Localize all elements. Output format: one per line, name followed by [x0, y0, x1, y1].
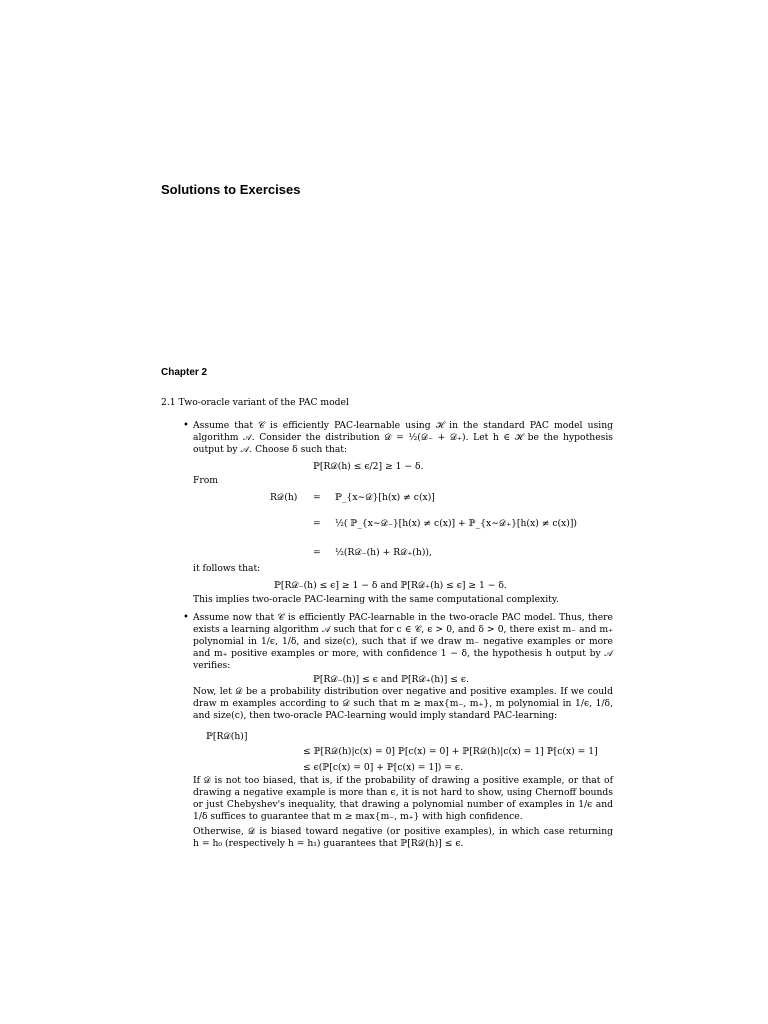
- paragraph-line: polynomial in 1/ϵ, 1/δ, and size(c), such that if we draw m₋ negative examples or more: [193, 636, 613, 647]
- equation: ℙ[R𝒟₋(h) ≤ ϵ] ≥ 1 − δ and ℙ[R𝒟₊(h) ≤ ϵ] ≥ 1 − δ.: [274, 580, 507, 591]
- equation-rhs: ≤ ℙ[R𝒟(h)|c(x) = 0] ℙ[c(x) = 0] + ℙ[R𝒟(h)|c(x) = 1] ℙ[c(x) = 1]: [303, 746, 598, 757]
- paragraph-line: it follows that:: [193, 563, 261, 574]
- paragraph-line: h = h₀ (respectively h = h₁) guarantees that ℙ[R𝒟(h)] ≤ ϵ.: [193, 838, 464, 849]
- exercise-heading: 2.1 Two-oracle variant of the PAC model: [161, 397, 349, 408]
- paragraph-line: 1/δ suffices to guarantee that m ≥ max{m₋, m₊} with high confidence.: [193, 811, 523, 822]
- paragraph-line: and size(c), then two-oracle PAC-learning would imply standard PAC-learning:: [193, 710, 558, 721]
- equation-sign: =: [313, 492, 321, 503]
- paragraph-line: Assume now that 𝒞 is efficiently PAC-learnable in the two-oracle PAC model. Thus, there: [193, 612, 613, 623]
- chapter-heading: Chapter 2: [161, 367, 208, 378]
- paragraph-line: and m₊ positive examples or more, with confidence 1 − δ, the hypothesis h output by 𝒜: [193, 648, 613, 659]
- bullet-marker: •: [183, 420, 189, 431]
- paragraph-line: output by 𝒜. Choose δ such that:: [193, 444, 348, 455]
- paragraph-line: Otherwise, 𝒟 is biased toward negative (or positive examples), in which case returning: [193, 826, 613, 837]
- paragraph-line: drawing a negative example is more than ϵ, it is not hard to show, using Chernoff bounds: [193, 787, 613, 798]
- equation-sign: =: [313, 547, 321, 558]
- paragraph-line: Now, let 𝒟 be a probability distribution over negative and positive examples. If we could: [193, 686, 613, 697]
- bullet-marker: •: [183, 612, 189, 623]
- paragraph-line: Assume that 𝒞 is efficiently PAC-learnable using ℋ in the standard PAC model using: [193, 420, 613, 431]
- equation: ℙ[R𝒟₋(h)] ≤ ϵ and ℙ[R𝒟₊(h)] ≤ ϵ.: [313, 674, 469, 685]
- page-title: Solutions to Exercises: [161, 182, 301, 197]
- paragraph-line: From: [193, 475, 219, 486]
- equation-rhs: ≤ ϵ(ℙ[c(x) = 0] + ℙ[c(x) = 1]) = ϵ.: [303, 762, 463, 773]
- equation-rhs: ½(R𝒟₋(h) + R𝒟₊(h)),: [335, 547, 432, 558]
- equation-rhs: ℙ_{x∼𝒟}[h(x) ≠ c(x)]: [335, 492, 435, 503]
- paragraph-line: algorithm 𝒜. Consider the distribution 𝒟 = ½(𝒟₋ + 𝒟₊). Let h ∈ ℋ be the hypothesis: [193, 432, 613, 443]
- paragraph-line: or just Chebyshev's inequality, that drawing a polynomial number of examples in 1/ϵ and: [193, 799, 613, 810]
- equation-rhs: ½( ℙ_{x∼𝒟₋}[h(x) ≠ c(x)] + ℙ_{x∼𝒟₊}[h(x) ≠ c(x)]): [335, 518, 577, 529]
- paragraph-line: verifies:: [193, 660, 231, 671]
- paragraph-line: This implies two-oracle PAC-learning with the same computational complexity.: [193, 594, 559, 605]
- paragraph-line: exists a learning algorithm 𝒜 such that for c ∈ 𝒞, ϵ > 0, and δ > 0, there exist m₋ and m₊: [193, 624, 613, 635]
- paragraph-line: If 𝒟 is not too biased, that is, if the probability of drawing a positive example, or that of: [193, 775, 613, 786]
- equation: ℙ[R𝒟(h) ≤ ϵ/2] ≥ 1 − δ.: [313, 461, 424, 472]
- equation-lhs: ℙ[R𝒟(h)]: [206, 731, 248, 742]
- paragraph-line: draw m examples according to 𝒟 such that m ≥ max{m₋, m₊}, m polynomial in 1/ϵ, 1/δ,: [193, 698, 613, 709]
- equation-lhs: R𝒟(h): [270, 492, 298, 503]
- equation-sign: =: [313, 518, 321, 529]
